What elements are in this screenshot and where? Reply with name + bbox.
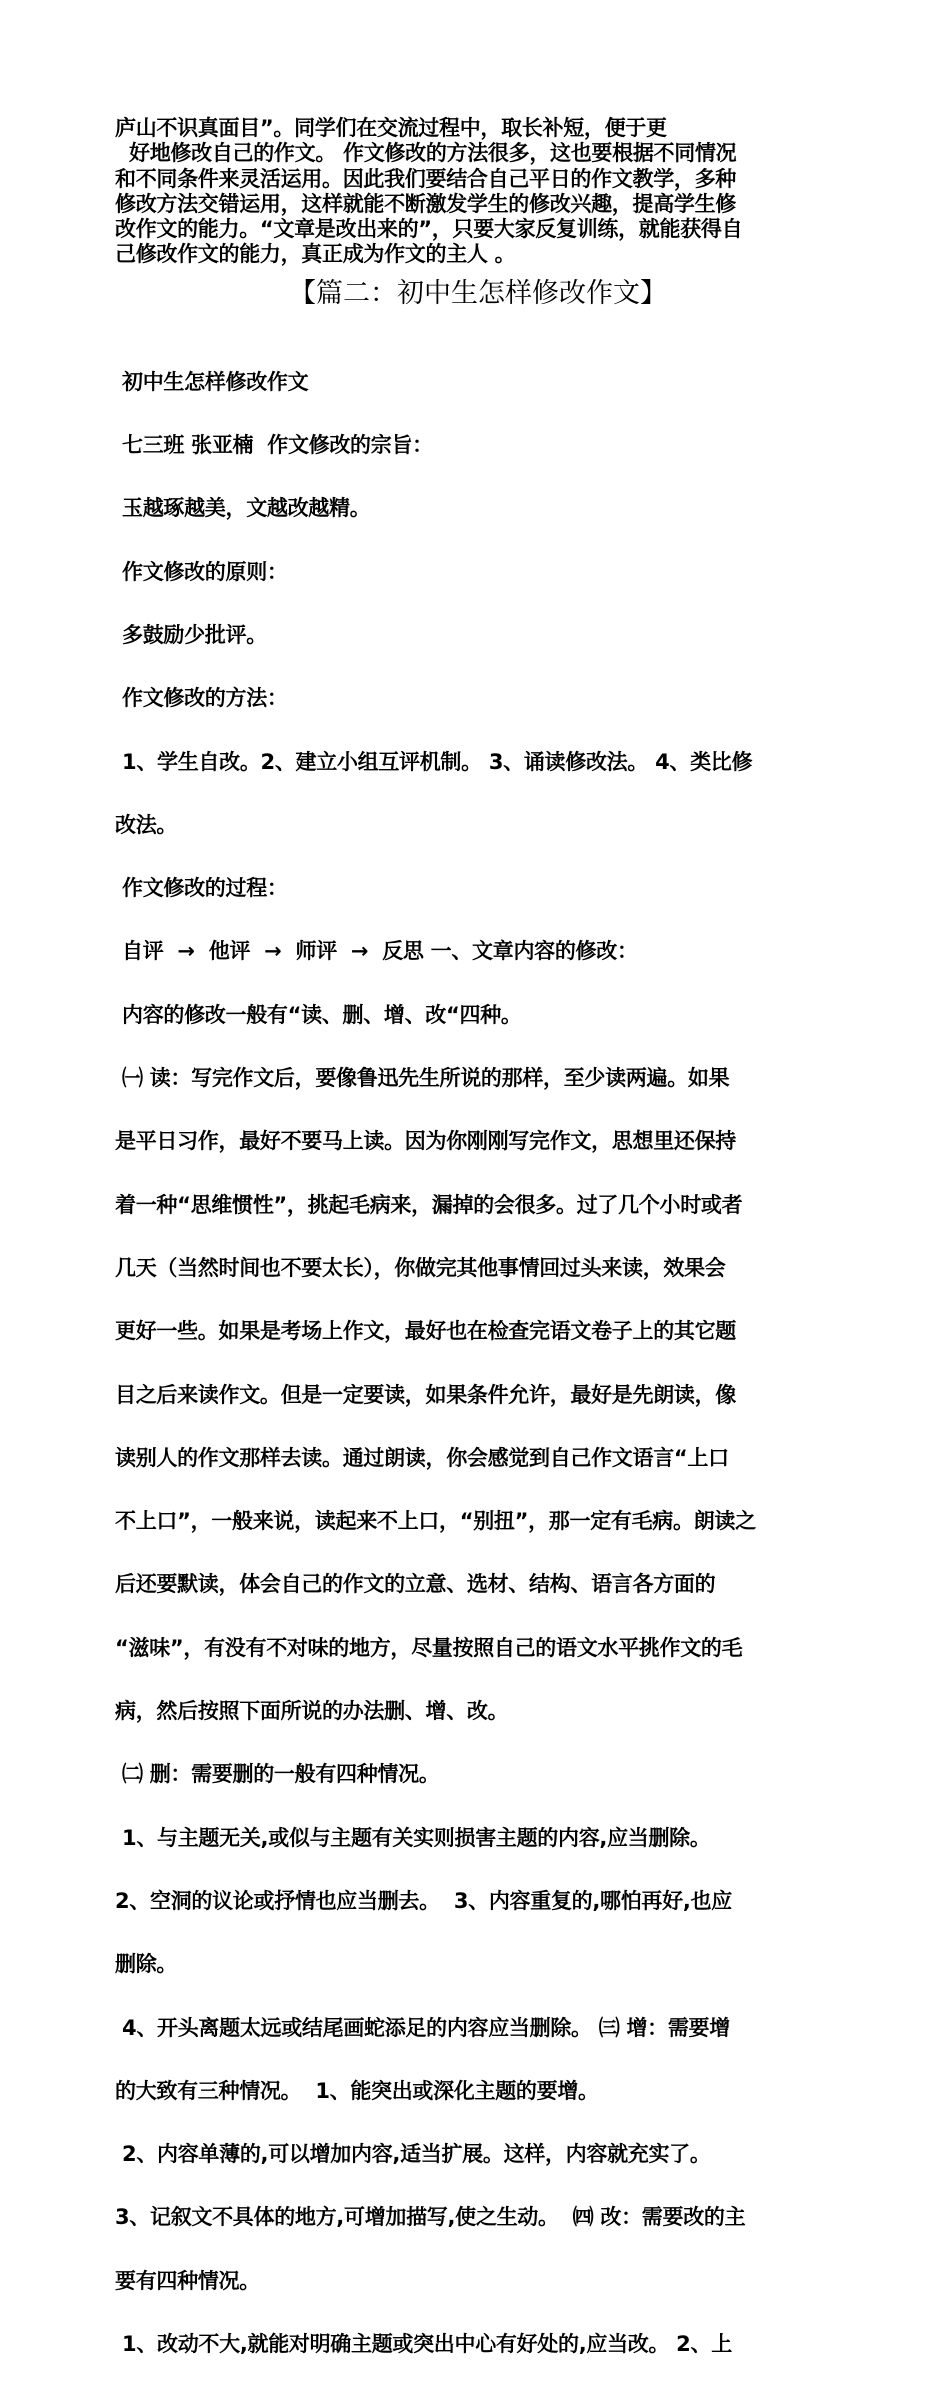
text-line: 多鼓励少批评。 (115, 622, 267, 647)
text-line: 作文修改的过程： (115, 876, 288, 901)
text-line: 和不同条件来灵活运用。因此我们要结合自己平日的作文教学，多种 (115, 166, 736, 191)
text-line: 庐山不识真面目”。同学们在交流过程中，取长补短，便于更 (115, 116, 667, 140)
text-line: “滋味”，有没有不对味的地方，尽量按照自己的语文水平挑作文的毛 (115, 1635, 743, 1660)
text-line: 几天（当然时间也不要太长），你做完其他事情回过头来读，效果会 (115, 1255, 726, 1280)
text-line: 1、改动不大,就能对明确主题或突出中心有好处的,应当改。 2、上 (115, 2331, 732, 2356)
text-line: 要有四种情况。 (115, 2268, 260, 2293)
text-line: 改法。 (115, 812, 178, 837)
text-line: 内容的修改一般有“读、删、增、改“四种。 (115, 1002, 522, 1027)
text-line: 七三班 张亚楠 作文修改的宗旨： (115, 433, 433, 458)
text-line: 目之后来读作文。但是一定要读，如果条件允许，最好是先朗读，像 (115, 1382, 736, 1407)
text-line: 改作文的能力。“文章是改出来的”，只要大家反复训练，就能获得自 (115, 217, 743, 242)
section-two-body (115, 332, 841, 2395)
text-line: 病，然后按照下面所说的办法删、增、改。 (115, 1699, 509, 1724)
text-line: 2、空洞的议论或抒情也应当删去。 3、内容重复的,哪怕再好,也应 (115, 1888, 732, 1913)
text-line: 删除。 (115, 1952, 178, 1977)
text-line: 是平日习作，最好不要马上读。因为你刚刚写完作文，思想里还保持 (115, 1129, 736, 1154)
text-line: 1、学生自改。2、建立小组互评机制。 3、诵读修改法。 4、类比修 (115, 749, 753, 774)
text-line: 后还要默读，体会自己的作文的立意、选材、结构、语言各方面的 (115, 1572, 716, 1597)
text-line: 的大致有三种情况。 1、能突出或深化主题的要增。 (115, 2078, 599, 2103)
text-line: 3、记叙文不具体的地方,可增加描写,使之生动。 ㈣ 改：需要改的主 (115, 2205, 746, 2230)
text-line: 自评 → 他评 → 师评 → 反思 一、文章内容的修改： (115, 939, 638, 964)
text-line: 好地修改自己的作文。 作文修改的方法很多，这也要根据不同情况 (115, 141, 737, 166)
text-line: 初中生怎样修改作文 (115, 369, 309, 394)
text-line: 更好一些。如果是考场上作文，最好也在检查完语文卷子上的其它题 (115, 1319, 736, 1344)
section-continued-text (115, 116, 841, 268)
text-line: 玉越琢越美，文越改越精。 (115, 496, 371, 521)
text-line: 读别人的作文那样去读。通过朗读，你会感觉到自己作文语言“上口 (115, 1445, 729, 1470)
text-line: ㈠ 读：写完作文后，要像鲁迅先生所说的那样，至少读两遍。如果 (115, 1066, 730, 1091)
text-line: 不上口”，一般来说，读起来不上口，“别扭”，那一定有毛病。朗读之 (115, 1509, 756, 1534)
text-line: 1、与主题无关,或似与主题有关实则损害主题的内容,应当删除。 (115, 1825, 711, 1850)
text-line: 己修改作文的能力，真正成为作文的主人 。 (115, 242, 516, 267)
text-line: ㈡ 删：需要删的一般有四种情况。 (115, 1762, 440, 1787)
section-title: 【篇二：初中生怎样修改作文】 (289, 277, 667, 309)
text-line: 4、开头离题太远或结尾画蛇添足的内容应当删除。 ㈢ 增：需要增 (115, 2015, 730, 2040)
document-page (115, 116, 841, 2395)
text-line: 着一种“思维惯性”，挑起毛病来，漏掉的会很多。过了几个小时或者 (115, 1192, 743, 1217)
text-line: 作文修改的原则： (115, 559, 288, 584)
text-line: 2、内容单薄的,可以增加内容,适当扩展。这样，内容就充实了。 (115, 2142, 711, 2167)
text-line: 作文修改的方法： (115, 686, 288, 711)
text-line: 修改方法交错运用，这样就能不断激发学生的修改兴趣，提高学生修 (115, 191, 736, 216)
